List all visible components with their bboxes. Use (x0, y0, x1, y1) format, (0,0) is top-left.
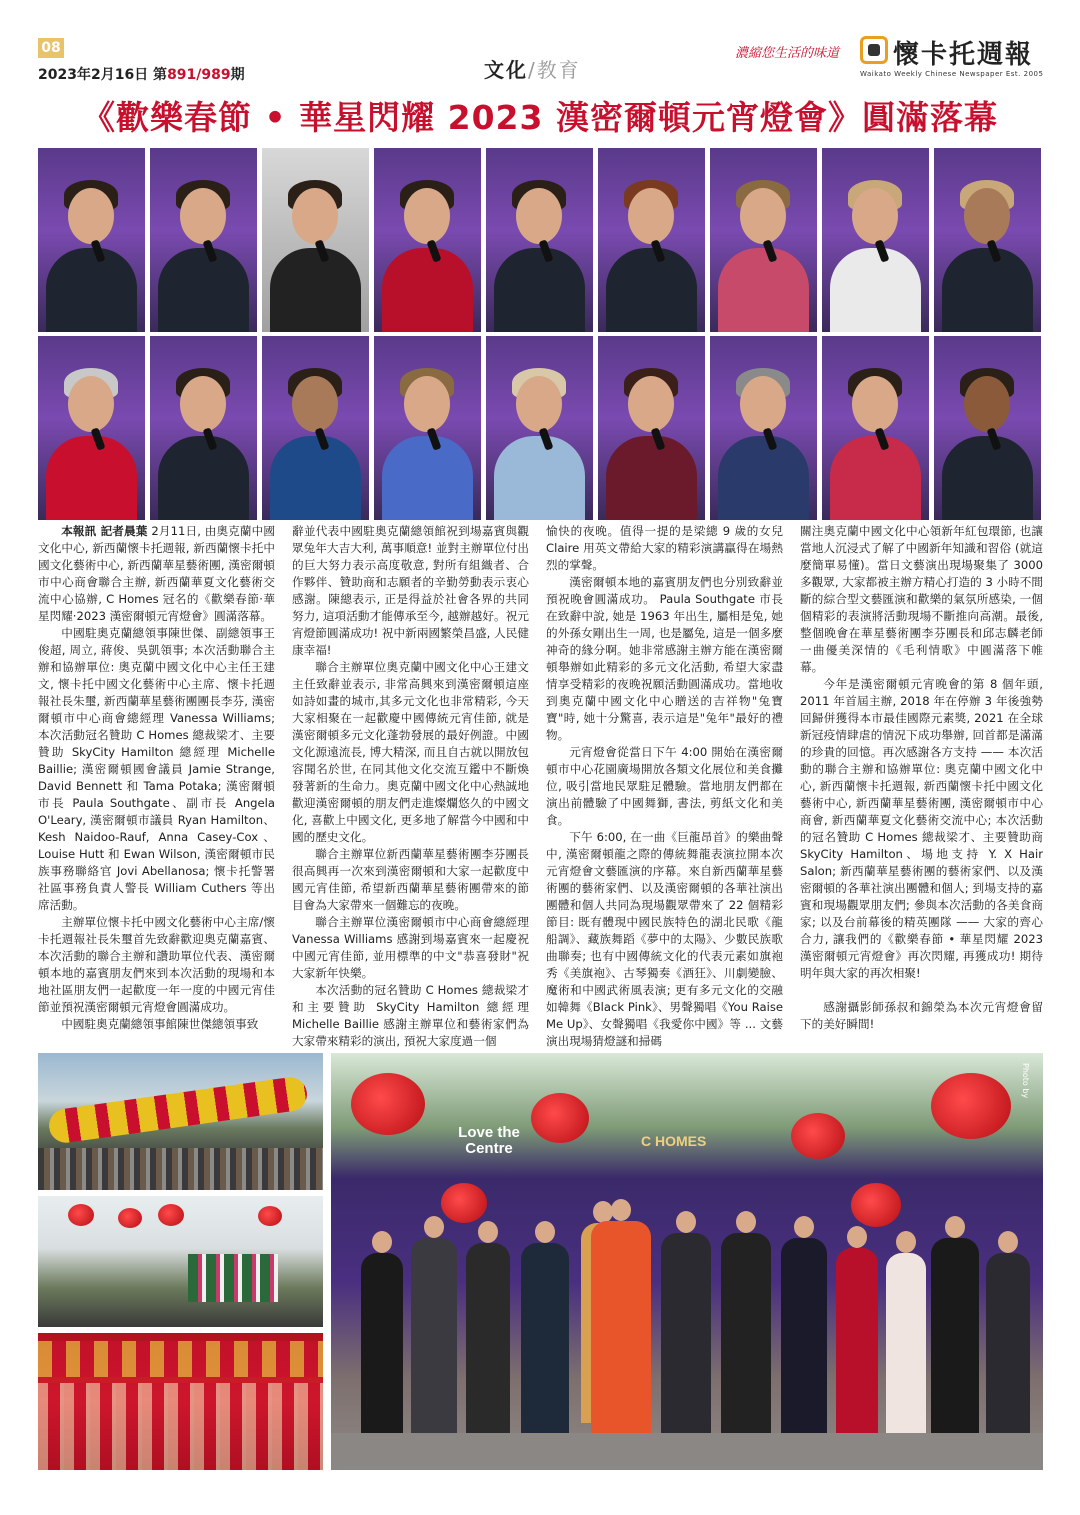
byline: 本報訊 記者晨葉 (61, 524, 148, 538)
slogan: 濃縮您生活的味道 (735, 46, 840, 61)
speaker-photo (150, 148, 257, 332)
article-column-4 (800, 523, 1043, 1033)
speaker-photo (598, 148, 705, 332)
stage-banner-text-secondary: C HOMES (641, 1133, 707, 1149)
speaker-photo (262, 336, 369, 520)
newspaper-english-name: Waikato Weekly Chinese Newspaper Est. 2005 (860, 70, 1044, 78)
paragraph: 辭並代表中國駐奧克蘭總領館祝到場嘉賓與觀眾兔年大吉大利, 萬事順意! 並對主辦單位付出的巨大努力表示高度敬意, 對所有組織者、合作夥伴、贊助商和志願者的辛勤勞動表示衷心感謝。陳總表示, 正是得益於社會各界的共同努力, 這項活動才能傳承至今, 越辦越好。祝元宵燈節圓滿成功! 祝中新兩國繁榮昌盛, 人民健康幸福! (292, 524, 529, 657)
paragraph: 漢密爾頓本地的嘉賓朋友們也分別致辭並預祝晚會圓滿成功。 Paula Southgate 市長在致辭中說, 她是 1963 年出生, 屬相是兔, 她的外孫女剛出生一周, 也是屬兔, 這是一個多麼神奇的緣分啊。她非常感謝主辦方能在漢密爾頓舉辦如此精彩的多元文化活動, 希望大家盡情享受精彩的夜晚祝願活動圓滿成功。當地收到奧克蘭中國文化中心贈送的吉祥物"兔寶寶"時, 她十分驚喜, 表示這是"兔年"最好的禮物。 (546, 575, 783, 742)
newspaper-logo-icon (860, 36, 888, 64)
speaker-photo (486, 148, 593, 332)
speaker-photo (822, 336, 929, 520)
section-label: 文化/教育 (484, 58, 581, 82)
issue-date: 2023年2月16日 第891/989期 (38, 67, 245, 83)
photo-credit: Photo by (1021, 1063, 1030, 1099)
paragraph: 主辦單位懷卡托中國文化藝術中心主席/懷卡托週報社長朱璽首先致辭歡迎奧克蘭嘉賓、本次活動的聯合主辦和讚助單位代表、漢密爾頓本地的嘉賓朋友們來到本次活動的現場和本地社區朋友們一起歡度一年一度的中國元宵佳節並預祝漢密爾頓元宵燈會圓滿成功。 (38, 915, 275, 1014)
dance-performance-photo (38, 1333, 323, 1470)
speaker-photo (822, 148, 929, 332)
stage-performance-photo (38, 1196, 323, 1327)
paragraph: 中國駐奧克蘭總領事館陳世傑總領事致 (61, 1017, 259, 1031)
speaker-photo (150, 336, 257, 520)
speaker-photo (374, 148, 481, 332)
speaker-photo (38, 148, 145, 332)
paragraph: 愉快的夜晚。值得一提的是梁總 9 歲的女兒 Claire 用英文帶給大家的精彩演講贏得在場熱烈的掌聲。 (546, 524, 783, 572)
newspaper-name: 懷卡托週報 (893, 40, 1034, 70)
issue-number: 891/989 (167, 67, 231, 83)
paragraph: 2月11日, 由奧克蘭中國文化中心, 新西蘭懷卡托週報, 新西蘭懷卡托中國文化藝術中心, 新西蘭華星藝術團, 漢密爾頓市中心商會聯合主辦, 新西蘭華夏文化藝術交流中心協辦, C Homes 冠名的《歡樂春節·華星閃耀·2023 漢密爾頓元宵燈會》圓滿落幕。 (38, 524, 275, 623)
speaker-photo (598, 336, 705, 520)
paragraph: 今年是漢密爾頓元宵晚會的第 8 個年頭, 2011 年首屆主辦, 2018 年在停辦 3 年後強勢回歸併獲得本市最佳國際元素獎, 2021 在全球新冠疫情肆虐的情況下成功舉辦, 回首都是滿滿的珍貴的回憶。再次感謝各方支持 —— 本次活動的聯合主辦和協辦單位: 奧克蘭中國文化中心, 新西蘭懷卡托週報, 新西蘭懷卡托中國文化藝術中心, 新西蘭華星藝術團, 漢密爾頓市中心商會, 新西蘭華夏文化藝術交流中心; 本次活動的冠名贊助 C Homes 總裁梁才、主要贊助商 SkyCity Hamilton、場地支持 Y. X Hair Salon; 新西蘭華星藝術團的藝術家們、以及漢密爾頓的各華社演出團體和個人; 到場支持的嘉賓和現場觀眾朋友們; 參與本次活動的各美食商家; 以及台前幕後的精英團隊 —— 大家的齊心合力, 讓我們的《歡樂春節 • 華星閃耀 2023 漢密爾頓元宵燈會》再次閃耀, 再獲成功! 期待明年與大家的再次相聚! (800, 677, 1043, 980)
paragraph: 下午 6:00, 在一曲《巨龍昂首》的樂曲聲中, 漢密爾頓龍之際的傳統舞龍表演拉開本次元宵燈會文藝匯演的序幕。來自新西蘭華星藝術團的藝術家們、以及漢密爾頓的各華社演出團體和個人共同為現場觀眾帶來了 22 個精彩節目: 既有體現中國民族特色的湖北民歌《龍船調》、藏族舞蹈《夢中的太陽》、少數民族歌曲聯奏; 也有中國傳統文化的代表元素如旗袍秀《美旗袍》、古琴獨奏《酒狂》、川劇變臉、魔術和中國武術風表演; 更有多元文化的交融如韓舞《Black Pink》、男聲獨唱《You Raise Me Up》、女聲獨唱《我愛你中國》等 ... 文藝演出現場猜燈謎和掃碼 (546, 830, 783, 1048)
paragraph: 聯合主辦單位奧克蘭中國文化中心王建文主任致辭並表示, 非常高興來到漢密爾頓這座如詩如畫的城市,其多元文化也非常精彩, 今天大家相聚在一起歡慶中國傳統元宵佳節, 就是漢密爾頓多元文化蓬勃發展的最好例證。中國文化源遠流長, 博大精深, 而且自古就以開放包容聞名於世, 在同其他文化交流互鑑中不斷煥發著新的生命力。奧克蘭中國文化中心熱誠地歡迎漢密爾頓的朋友們走進燦爛悠久的中國文化, 喜歡上中國文化, 更多地了解當今中國和中國的歷史文化。 (292, 660, 529, 844)
paragraph: 感謝攝影師孫叔和錦榮為本次元宵燈會留下的美好瞬間! (800, 1000, 1043, 1031)
paragraph: 關注奧克蘭中國文化中心領新年紅包環節, 也讓當地人沉浸式了解了中國新年知識和習俗 (就這麼簡單易懂)。當日文藝演出現場聚集了 3000 多觀眾, 大家都被主辦方精心打造的 3 小時不間斷的綜合型文藝匯演和歡樂的氣氛所感染, 一個個精彩的表演將活動現場不斷推向高潮。最後, 整個晚會在華星藝術團李芬團長和邱志麟老師一曲優美深情的《毛利情歌》中圓滿落下帷幕。 (800, 524, 1043, 674)
speaker-photo (934, 336, 1041, 520)
speaker-photo (262, 148, 369, 332)
group-photo (331, 1053, 1043, 1470)
paragraph: 元宵燈會從當日下午 4:00 開始在漢密爾頓市中心花園廣場開放各類文化展位和美食攤位, 吸引當地民眾駐足體驗。當地朋友們都在演出前體驗了中國舞獅, 書法, 剪紙文化和美食。 (546, 745, 783, 827)
speaker-photo (710, 336, 817, 520)
speaker-photo (374, 336, 481, 520)
paragraph: 本次活動的冠名贊助 C Homes 總裁梁才和主要贊助 SkyCity Hamilton 總經理 Michelle Baillie 感謝主辦單位和藝術家們為大家帶來精彩的演出, 預祝大家度過一個 (292, 983, 529, 1048)
article-column-3 (546, 523, 783, 1050)
page-number: 08 (38, 38, 64, 58)
paragraph: 聯合主辦單位漢密爾頓市中心商會總經理 Vanessa Williams 感謝到場嘉賓來一起慶祝中國元宵佳節, 並用標準的中文"恭喜發財"祝大家新年快樂。 (292, 915, 529, 980)
speaker-photo (710, 148, 817, 332)
headline: 《歡樂春節 • 華星閃耀 2023 漢密爾頓元宵燈會》圓滿落幕 (82, 98, 998, 137)
speaker-photo (38, 336, 145, 520)
stage-banner-text: Love the Centre (458, 1124, 520, 1157)
speaker-photo (486, 336, 593, 520)
paragraph: 中國駐奧克蘭總領事陳世傑、副總領事王俊超, 周立, 蔣俊、吳凱領事; 本次活動聯合主辦和協辦單位: 奧克蘭中國文化中心主任王建文, 懷卡托中國文化藝術中心主席、懷卡托週報社長朱璽, 新西蘭華星藝術團團長李芬, 漢密爾頓市中心商會總經理 Vanessa Williams; 本次活動冠名贊助 C Homes 總裁梁才、主要贊助 SkyCity Hamilton 總經理 Michelle Baillie; 漢密爾頓國會議員 Jamie Strange, David Bennett 和 Tama Potaka; 漢密爾頓市長 Paula Southgate、副市長 Angela O'Leary, 漢密爾頓市議員 Ryan Hamilton、Kesh Naidoo-Rauf, Anna Casey-Cox、Louise Hutt 和 Ewan Wilson, 漢密爾頓市民族事務聯絡官 Jovi Abellanosa; 懷卡托警署社區事務負責人警長 William Cuthers 等出席活動。 (38, 626, 275, 912)
article-column-2 (292, 523, 529, 1050)
paragraph: 聯合主辦單位新西蘭華星藝術團李芬團長很高興再一次來到漢密爾頓和大家一起歡度中國元宵佳節, 希望新西蘭華星藝術團帶來的節目會為大家帶來一個難忘的夜晚。 (292, 847, 529, 912)
speaker-photo (934, 148, 1041, 332)
dragon-dance-photo (38, 1053, 323, 1190)
article-column-1 (38, 523, 275, 1033)
